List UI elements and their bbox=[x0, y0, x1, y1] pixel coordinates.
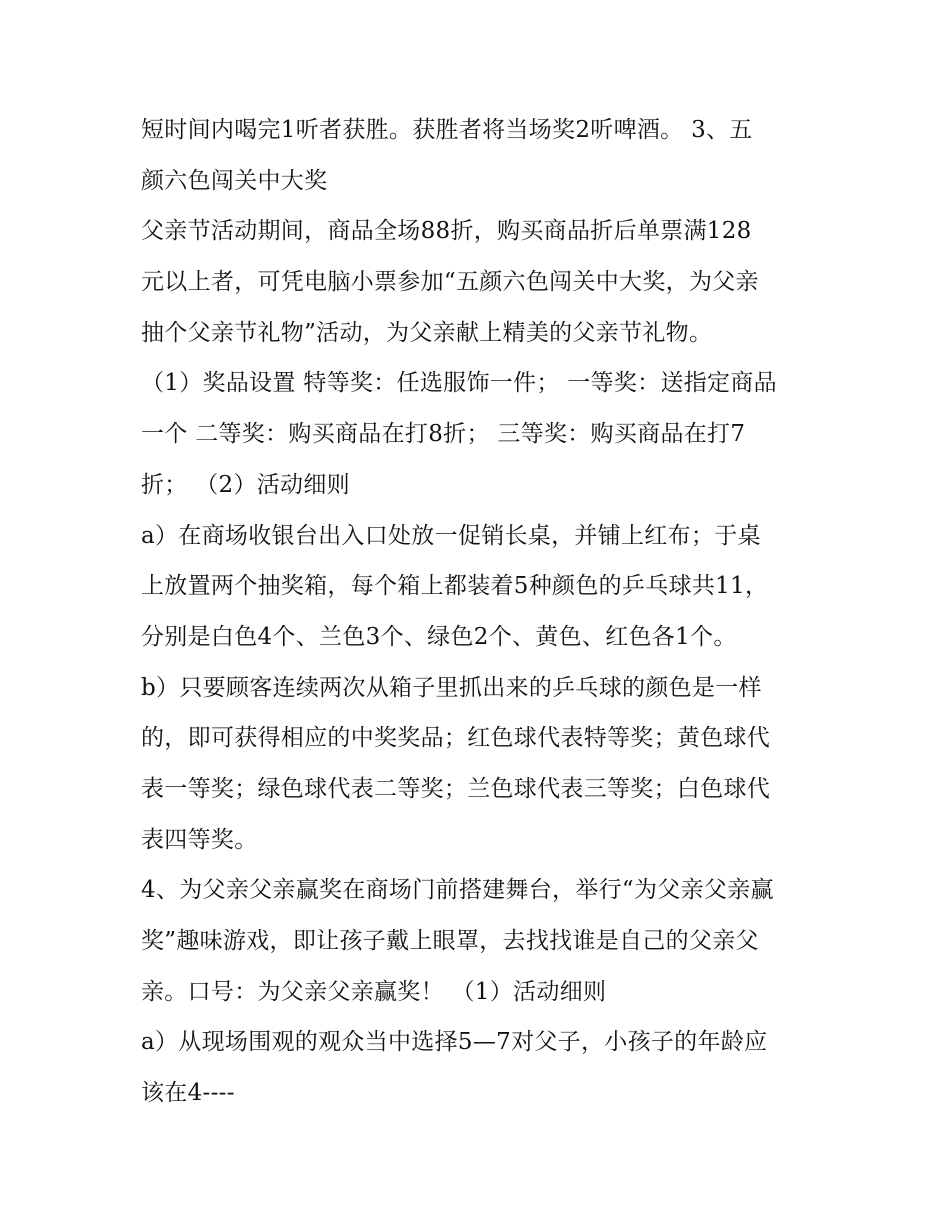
text-line: 一个 二等奖：购买商品在打8折； 三等奖：购买商品在打7 bbox=[141, 421, 746, 448]
text-line: 奖”趣味游戏，即让孩子戴上眼罩，去找找谁是自己的父亲父 bbox=[141, 928, 759, 954]
text-line: b）只要顾客连续两次从箱子里抓出来的乒乓球的颜色是一样 bbox=[141, 674, 762, 701]
text-line: 4、为父亲父亲赢奖在商场门前搭建舞台，举行“为父亲父亲赢 bbox=[141, 877, 774, 904]
text-line: 元以上者，可凭电脑小票参加“五颜六色闯关中大奖，为父亲 bbox=[141, 269, 759, 296]
text-line: 表四等奖。 bbox=[141, 826, 258, 853]
text-line: 表一等奖；绿色球代表二等奖；兰色球代表三等奖；白色球代 bbox=[141, 775, 771, 802]
text-line: 分别是白色4个、兰色3个、绿色2个、黄色、红色各1个。 bbox=[141, 623, 737, 650]
text-line: 抽个父亲节礼物”活动，为父亲献上精美的父亲节礼物。 bbox=[141, 319, 713, 346]
text-line: 该在4---- bbox=[141, 1080, 235, 1107]
text-line: 父亲节活动期间，商品全场88折，购买商品折后单票满128 bbox=[141, 218, 752, 245]
body-text bbox=[141, 105, 821, 1119]
text-line: （1）奖品设置 特等奖：任选服饰一件； 一等奖：送指定商品 bbox=[141, 370, 777, 397]
text-line: a）在商场收银台出入口处放一促销长桌，并铺上红布；于桌 bbox=[141, 522, 761, 549]
text-line: 折； （2）活动细则 bbox=[141, 471, 350, 498]
text-line: 的，即可获得相应的中奖奖品；红色球代表特等奖；黄色球代 bbox=[141, 725, 771, 752]
text-line: 短时间内喝完1听者获胜。获胜者将当场奖2听啤酒。 3、五 bbox=[141, 117, 753, 143]
text-line: 亲。口号：为父亲父亲赢奖！ （1）活动细则 bbox=[141, 978, 607, 1005]
text-line: 上放置两个抽奖箱，每个箱上都装着5种颜色的乒乓球共11， bbox=[141, 573, 769, 600]
text-line: 颜六色闯关中大奖 bbox=[141, 167, 328, 194]
text-line: a）从现场围观的观众当中选择5—7对父子，小孩子的年龄应 bbox=[141, 1029, 768, 1056]
